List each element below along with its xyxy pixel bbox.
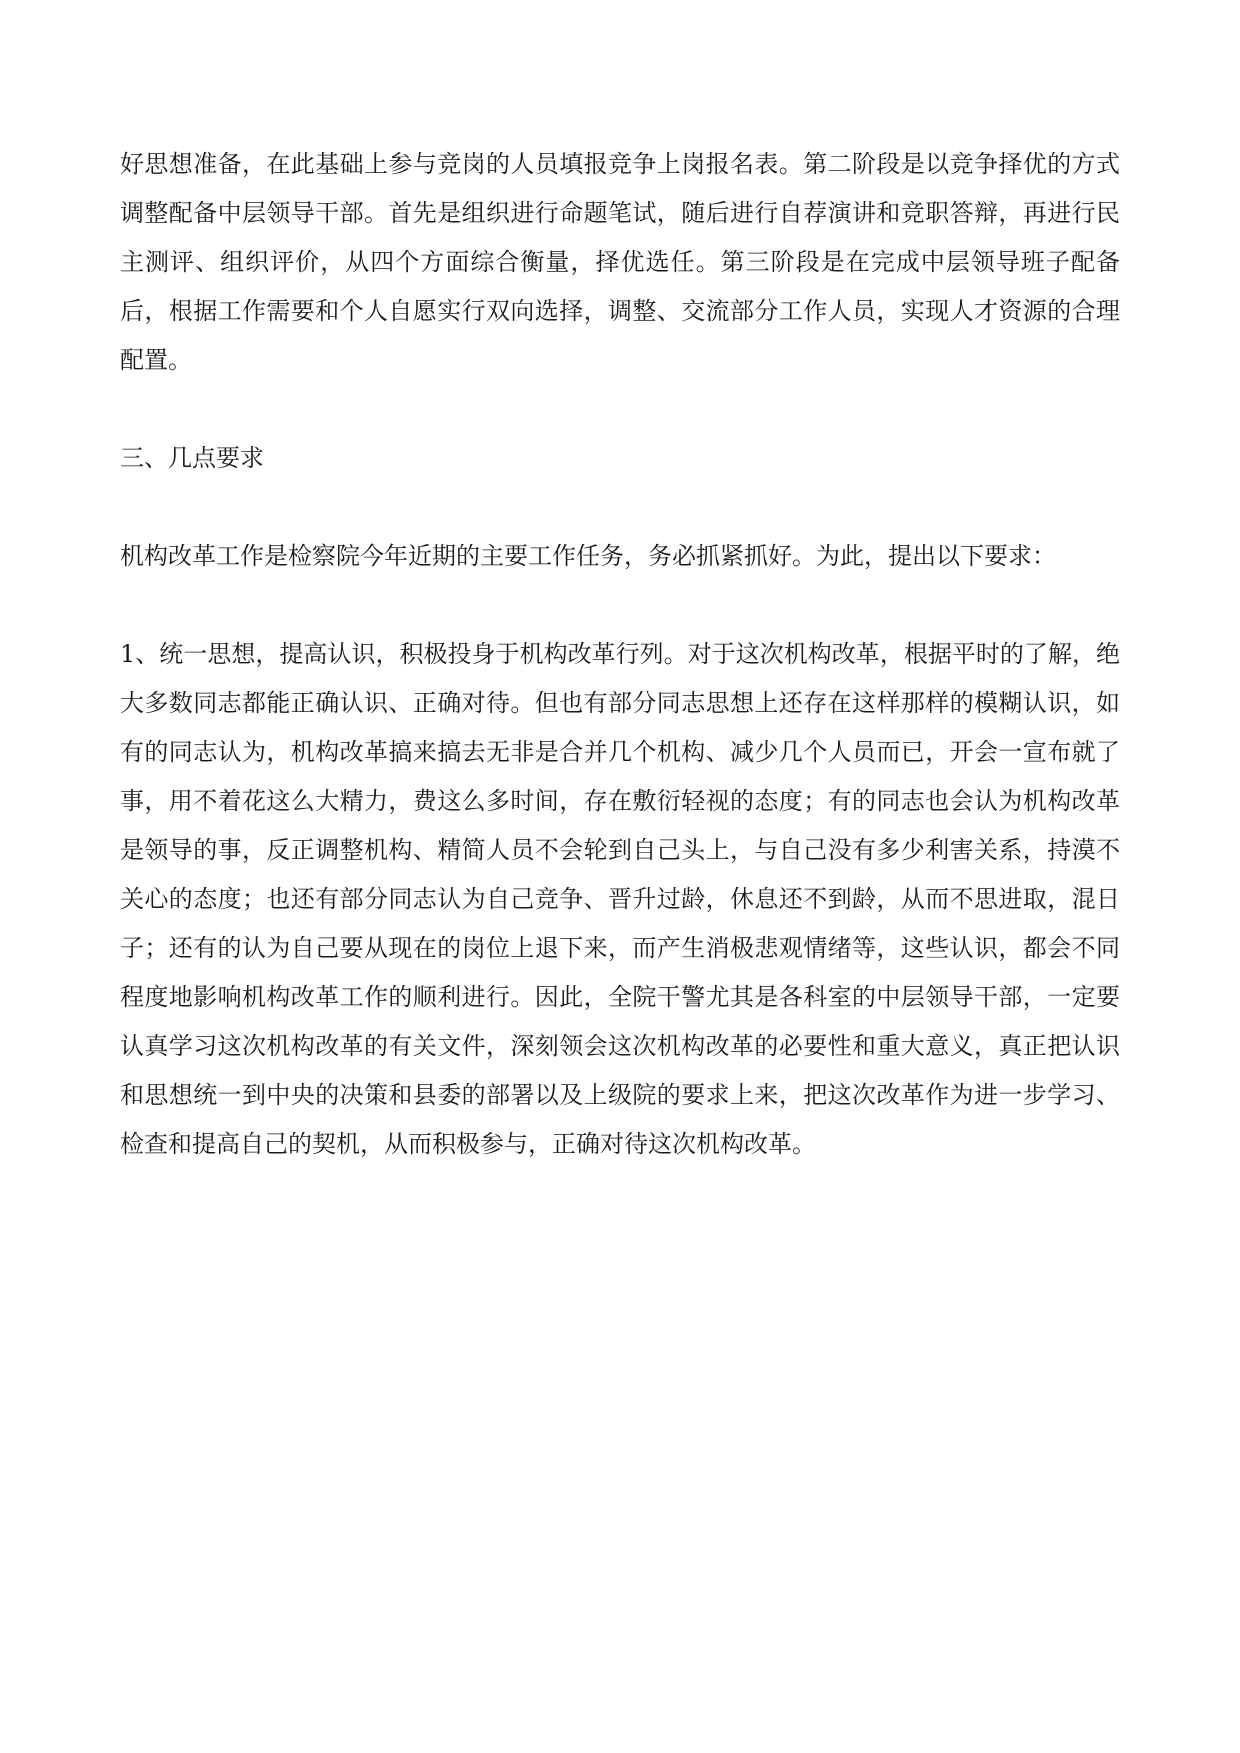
document-body [120, 140, 1120, 1169]
paragraph-requirements-intro: 机构改革工作是检察院今年近期的主要工作任务，务必抓紧抓好。为此，提出以下要求： [120, 542, 1056, 570]
paragraph-requirement-1: 1、统一思想，提高认识，积极投身于机构改革行列。对于这次机构改革，根据平时的了解，绝大多数同志都能正确认识、正确对待。但也有部分同志思想上还存在这样那样的模糊认识，如有的同志认为，机构改革搞来搞去无非是合并几个机构、减少几个人员而已，开会一宣布就了事，用不着花这么大精力，费这么多时间，存在敷衍轻视的态度；有的同志也会认为机构改革是领导的事，反正调整机构、精简人员不会轮到自己头上，与自己没有多少利害关系，持漠不关心的态度；也还有部分同志认为自己竞争、晋升过龄，休息还不到龄，从而不思进取，混日子；还有的认为自己要从现在的岗位上退下来，而产生消极悲观情绪等，这些认识，都会不同程度地影响机构改革工作的顺利进行。因此，全院干警尤其是各科室的中层领导干部，一定要认真学习这次机构改革的有关文件，深刻领会这次机构改革的必要性和重大意义，真正把认识和思想统一到中央的决策和县委的部署以及上级院的要求上来，把这次改革作为进一步学习、检查和提高自己的契机，从而积极参与，正确对待这次机构改革。 [120, 640, 1120, 1158]
paragraph-stage-description: 好思想准备，在此基础上参与竞岗的人员填报竞争上岗报名表。第二阶段是以竞争择优的方式调整配备中层领导干部。首先是组织进行命题笔试，随后进行自荐演讲和竞职答辩，再进行民主测评、组织评价，从四个方面综合衡量，择优选任。第三阶段是在完成中层领导班子配备后，根据工作需要和个人自愿实行双向选择，调整、交流部分工作人员，实现人才资源的合理配置。 [120, 150, 1120, 374]
section-heading-requirements: 三、几点要求 [120, 444, 264, 472]
